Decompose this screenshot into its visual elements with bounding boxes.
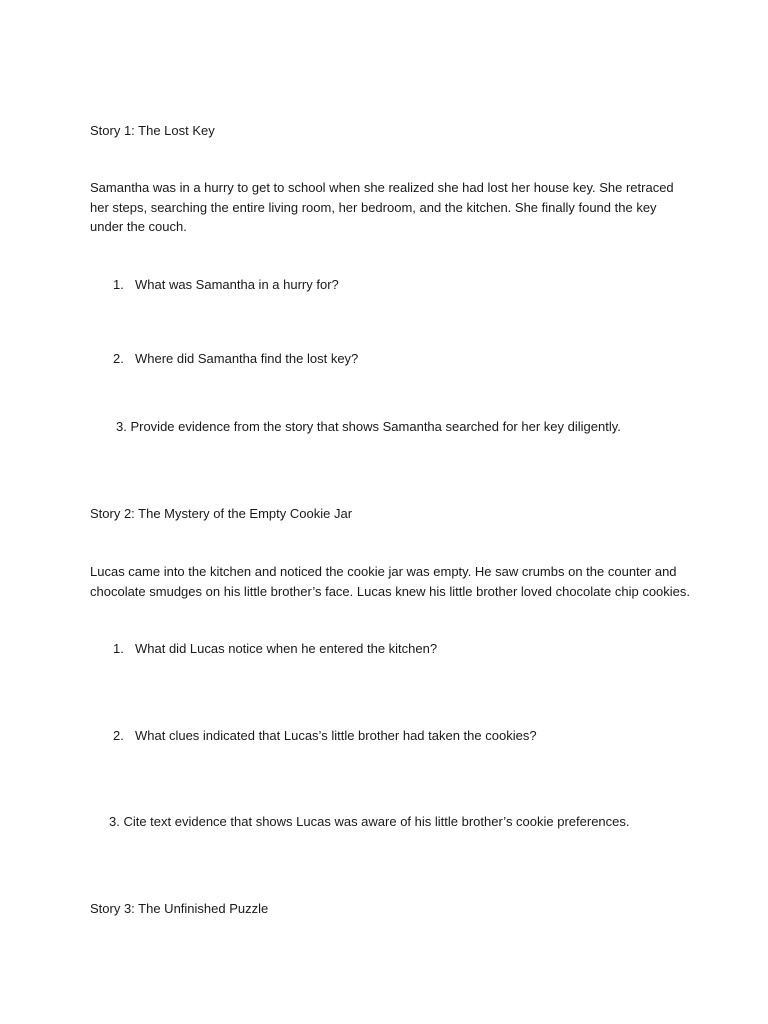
- story-2-title: Story 2: The Mystery of the Empty Cookie Jar: [90, 506, 353, 521]
- question-number: 2.: [113, 351, 124, 366]
- story-2-text: Lucas came into the kitchen and noticed the cookie jar was empty. He saw crumbs on the counter and chocolate smudges on his little brother’s face. Lucas knew his little brother loved chocolate chip cookies.: [90, 564, 691, 599]
- question-text: What clues indicated that Lucas’s little brother had taken the cookies?: [135, 728, 537, 743]
- story-1-text: Samantha was in a hurry to get to school when she realized she had lost her house key. She retraced her steps, searching the entire living room, her bedroom, and the kitchen. She finally found the key under the couch.: [90, 180, 674, 234]
- story-2-question-1: [113, 639, 437, 658]
- question-text: Where did Samantha find the lost key?: [135, 351, 359, 366]
- question-number: 1.: [113, 641, 124, 656]
- question-number: 1.: [113, 277, 124, 292]
- story-3-title: Story 3: The Unfinished Puzzle: [90, 901, 269, 916]
- question-text: What was Samantha in a hurry for?: [135, 277, 339, 292]
- story-1-question-1: [113, 275, 339, 294]
- question-text: What did Lucas notice when he entered the kitchen?: [135, 641, 438, 656]
- story-2-question-3: 3. Cite text evidence that shows Lucas was aware of his little brother’s cookie preferences.: [109, 814, 630, 829]
- story-1-question-3: 3. Provide evidence from the story that shows Samantha searched for her key diligently.: [116, 419, 621, 434]
- story-2-question-2: [113, 726, 537, 745]
- question-number: 2.: [113, 728, 124, 743]
- story-1-question-2: [113, 349, 358, 368]
- story-1-title: Story 1: The Lost Key: [90, 123, 215, 138]
